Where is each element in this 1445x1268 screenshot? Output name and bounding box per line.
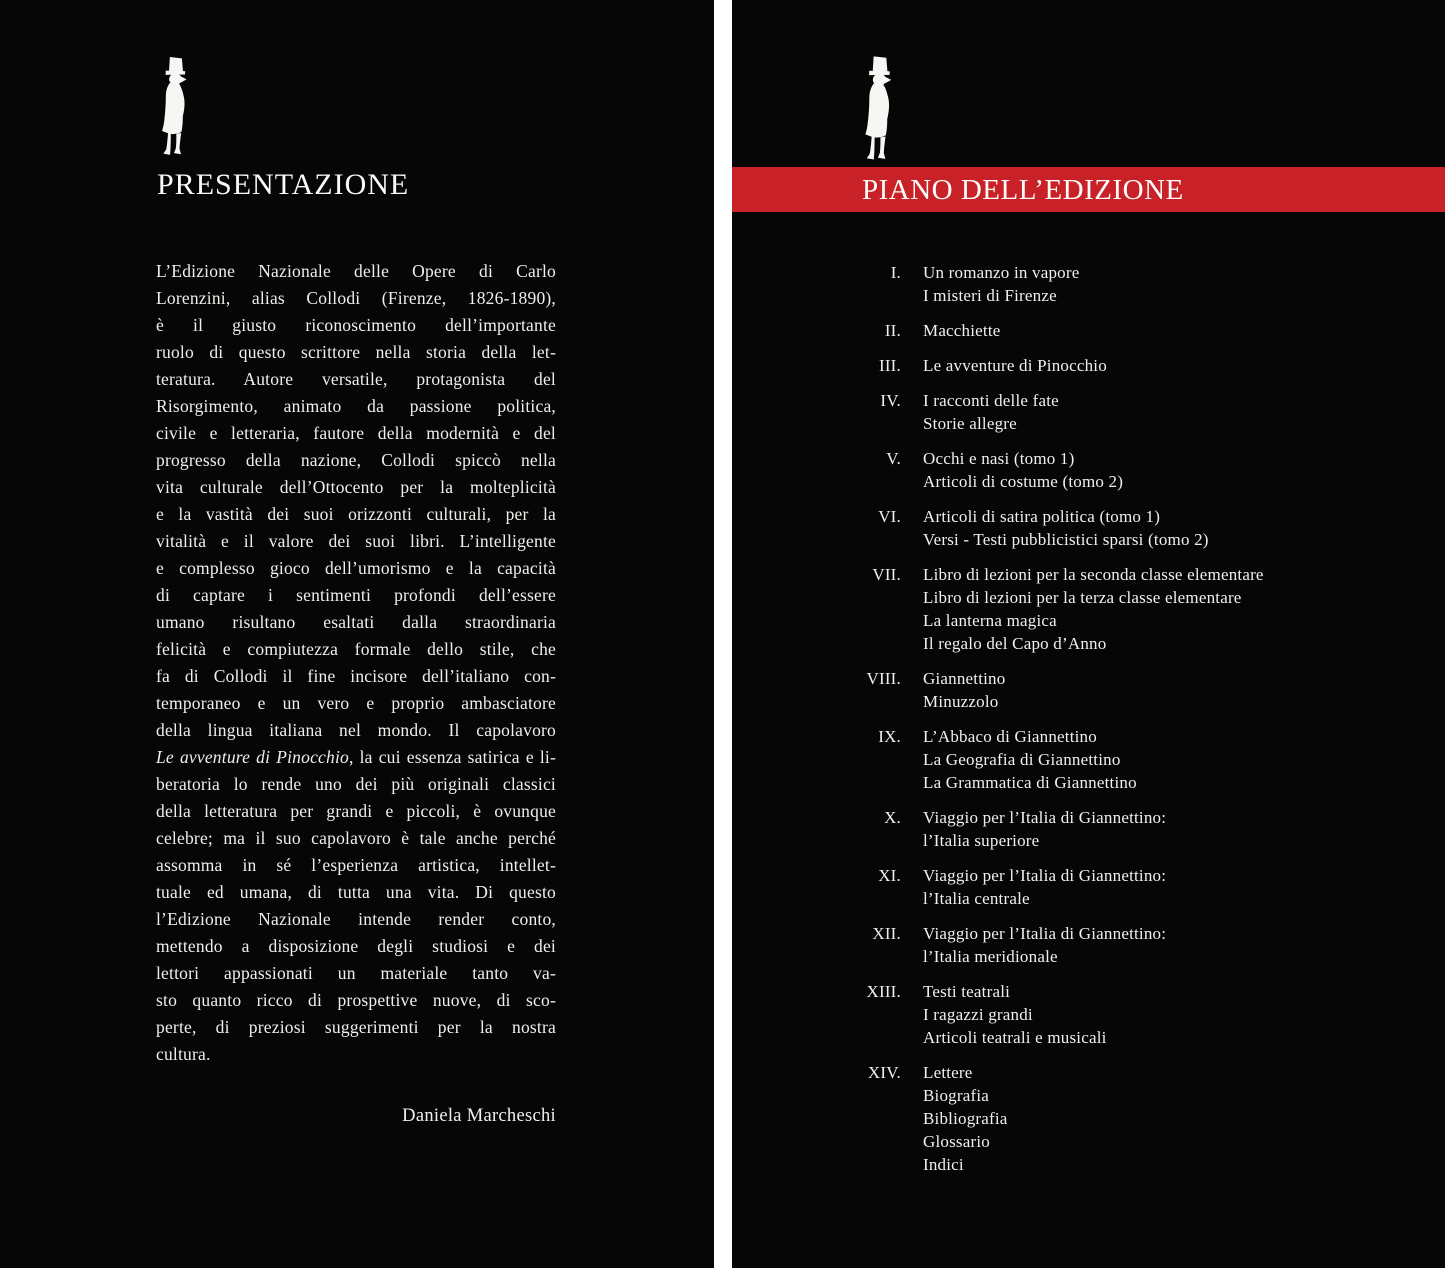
item-titles	[923, 667, 1005, 713]
collodi-man-silhouette-icon	[156, 52, 193, 160]
paragraph-line: Lorenzini, alias Collodi (Firenze, 1826-1890),	[156, 288, 556, 308]
paragraph-line: cultura.	[156, 1044, 211, 1064]
item-title-line: Libro di lezioni per la seconda classe elementare	[923, 565, 1264, 584]
item-titles	[923, 1061, 1008, 1176]
item-title-line: Le avventure di Pinocchio	[923, 356, 1107, 375]
edition-item	[732, 354, 1432, 377]
paragraph-line: assomma in sé l’esperienza artistica, intellet-	[156, 855, 556, 875]
item-titles	[923, 864, 1166, 910]
item-numeral: XI.	[878, 866, 901, 885]
item-title-line: Libro di lezioni per la terza classe elementare	[923, 588, 1242, 607]
item-title-line: Articoli teatrali e musicali	[923, 1028, 1107, 1047]
paragraph-line: di captare i sentimenti profondi dell’essere	[156, 585, 556, 605]
item-title-line: Versi - Testi pubblicistici sparsi (tomo 2)	[923, 530, 1209, 549]
item-numeral: XIV.	[867, 1063, 901, 1082]
item-title-line: l’Italia superiore	[923, 831, 1040, 850]
item-numeral: IX.	[878, 727, 901, 746]
edition-list	[732, 261, 1432, 1188]
edition-item	[732, 505, 1432, 551]
paragraph-line: teratura. Autore versatile, protagonista del	[156, 369, 556, 389]
paragraph-line: vitalità e il valore dei suoi libri. L’intelligente	[156, 531, 556, 551]
item-title-line: I misteri di Firenze	[923, 286, 1057, 305]
paragraph-line: della letteratura per grandi e piccoli, è ovunque	[156, 801, 556, 821]
paragraph-line: L’Edizione Nazionale delle Opere di Carlo	[156, 261, 556, 281]
edition-item	[732, 261, 1432, 307]
paragraph-line: l’Edizione Nazionale intende render conto,	[156, 909, 556, 929]
edition-plan-page	[732, 0, 1445, 1268]
collodi-man-silhouette-icon	[859, 54, 898, 162]
paragraph-line: umano risultano esaltati dalla straordinaria	[156, 612, 556, 632]
item-numeral: I.	[890, 263, 901, 282]
item-title-line: La lanterna magica	[923, 611, 1057, 630]
paragraph-line: e complesso gioco dell’umorismo e la capacità	[156, 558, 556, 578]
red-title-banner	[732, 167, 1445, 212]
item-title-line: Viaggio per l’Italia di Giannettino:	[923, 866, 1167, 885]
item-titles	[923, 447, 1123, 493]
item-numeral: XIII.	[866, 982, 901, 1001]
edition-item	[732, 319, 1432, 342]
edition-item	[732, 1061, 1432, 1176]
paragraph-line: della lingua italiana nel mondo. Il capolavoro	[156, 720, 556, 740]
edition-item	[732, 667, 1432, 713]
edition-item	[732, 806, 1432, 852]
item-title-line: La Grammatica di Giannettino	[923, 773, 1137, 792]
item-title-line: Glossario	[923, 1132, 990, 1151]
paragraph-line: civile e letteraria, fautore della modernità e del	[156, 423, 556, 443]
paragraph-line: progresso della nazione, Collodi spiccò nella	[156, 450, 556, 470]
paragraph-line: ruolo di questo scrittore nella storia della let-	[156, 342, 556, 362]
item-title-line: Macchiette	[923, 321, 1001, 340]
item-title-line: Minuzzolo	[923, 692, 999, 711]
edition-plan-title: PIANO DELL’EDIZIONE	[862, 174, 1184, 206]
paragraph-line: mettendo a disposizione degli studiosi e dei	[156, 936, 556, 956]
item-title-line: Un romanzo in vapore	[923, 263, 1080, 282]
item-titles	[923, 261, 1079, 307]
item-title-line: Storie allegre	[923, 414, 1017, 433]
item-title-line: l’Italia centrale	[923, 889, 1030, 908]
item-title-line: L’Abbaco di Giannettino	[923, 727, 1097, 746]
paragraph-line: tuale ed umana, di tutta una vita. Di questo	[156, 882, 556, 902]
edition-item	[732, 389, 1432, 435]
item-numeral: VI.	[878, 507, 901, 526]
edition-item	[732, 563, 1432, 655]
item-title-line: Indici	[923, 1155, 964, 1174]
item-titles	[923, 319, 1001, 342]
item-title-line: Viaggio per l’Italia di Giannettino:	[923, 924, 1167, 943]
paragraph-line: vita culturale dell’Ottocento per la molteplicità	[156, 477, 556, 497]
item-title-line: Giannettino	[923, 669, 1006, 688]
item-title-line: Lettere	[923, 1063, 973, 1082]
item-titles	[923, 563, 1264, 655]
paragraph-line: sto quanto ricco di prospettive nuove, di sco-	[156, 990, 556, 1010]
paragraph-line: celebre; ma il suo capolavoro è tale anche perché	[156, 828, 556, 848]
item-title-line: Viaggio per l’Italia di Giannettino:	[923, 808, 1167, 827]
paragraph-line: fa di Collodi il fine incisore dell’italiano con-	[156, 666, 556, 686]
item-numeral: VIII.	[866, 669, 901, 688]
presentation-page	[0, 0, 714, 1268]
edition-item	[732, 864, 1432, 910]
item-numeral: X.	[884, 808, 901, 827]
item-numeral: XII.	[872, 924, 901, 943]
item-title-line: I ragazzi grandi	[923, 1005, 1033, 1024]
item-title-line: Articoli di costume (tomo 2)	[923, 472, 1124, 491]
edition-item	[732, 447, 1432, 493]
item-title-line: l’Italia meridionale	[923, 947, 1058, 966]
signature-author: Daniela Marcheschi	[402, 1106, 556, 1126]
item-title-line: Bibliografia	[923, 1109, 1008, 1128]
paragraph-line: lettori appassionati un materiale tanto va-	[156, 963, 556, 983]
paragraph-line: e la vastità dei suoi orizzonti culturali, per la	[156, 504, 556, 524]
paragraph-line: perte, di preziosi suggerimenti per la nostra	[156, 1017, 556, 1037]
item-title-line: Testi teatrali	[923, 982, 1011, 1001]
item-title-line: La Geografia di Giannettino	[923, 750, 1121, 769]
item-titles	[923, 354, 1107, 377]
item-titles	[923, 725, 1137, 794]
edition-item	[732, 980, 1432, 1049]
item-numeral: VII.	[872, 565, 901, 584]
item-title-line: Biografia	[923, 1086, 989, 1105]
item-titles	[923, 389, 1059, 435]
paragraph-line: Risorgimento, animato da passione politica,	[156, 396, 556, 416]
item-numeral: III.	[878, 356, 901, 375]
item-titles	[923, 505, 1209, 551]
item-numeral: IV.	[880, 391, 901, 410]
item-numeral: II.	[884, 321, 901, 340]
edition-item	[732, 922, 1432, 968]
item-title-line: Articoli di satira politica (tomo 1)	[923, 507, 1161, 526]
presentation-paragraph	[156, 258, 556, 1068]
edition-item	[732, 725, 1432, 794]
item-titles	[923, 922, 1166, 968]
paragraph-line: è il giusto riconoscimento dell’importante	[156, 315, 556, 335]
item-numeral: V.	[886, 449, 901, 468]
presentation-page-title: PRESENTAZIONE	[157, 168, 410, 201]
paragraph-line: beratoria lo rende uno dei più originali classici	[156, 774, 556, 794]
item-titles	[923, 806, 1166, 852]
item-titles	[923, 980, 1107, 1049]
item-title-line: Il regalo del Capo d’Anno	[923, 634, 1107, 653]
paragraph-line: temporaneo e un vero e proprio ambasciatore	[156, 693, 556, 713]
item-title-line: I racconti delle fate	[923, 391, 1059, 410]
item-title-line: Occhi e nasi (tomo 1)	[923, 449, 1075, 468]
paragraph-line: felicità e compiutezza formale dello stile, che	[156, 639, 556, 659]
paragraph-line: Le avventure di Pinocchio, la cui essenza satirica e li-	[156, 747, 556, 767]
